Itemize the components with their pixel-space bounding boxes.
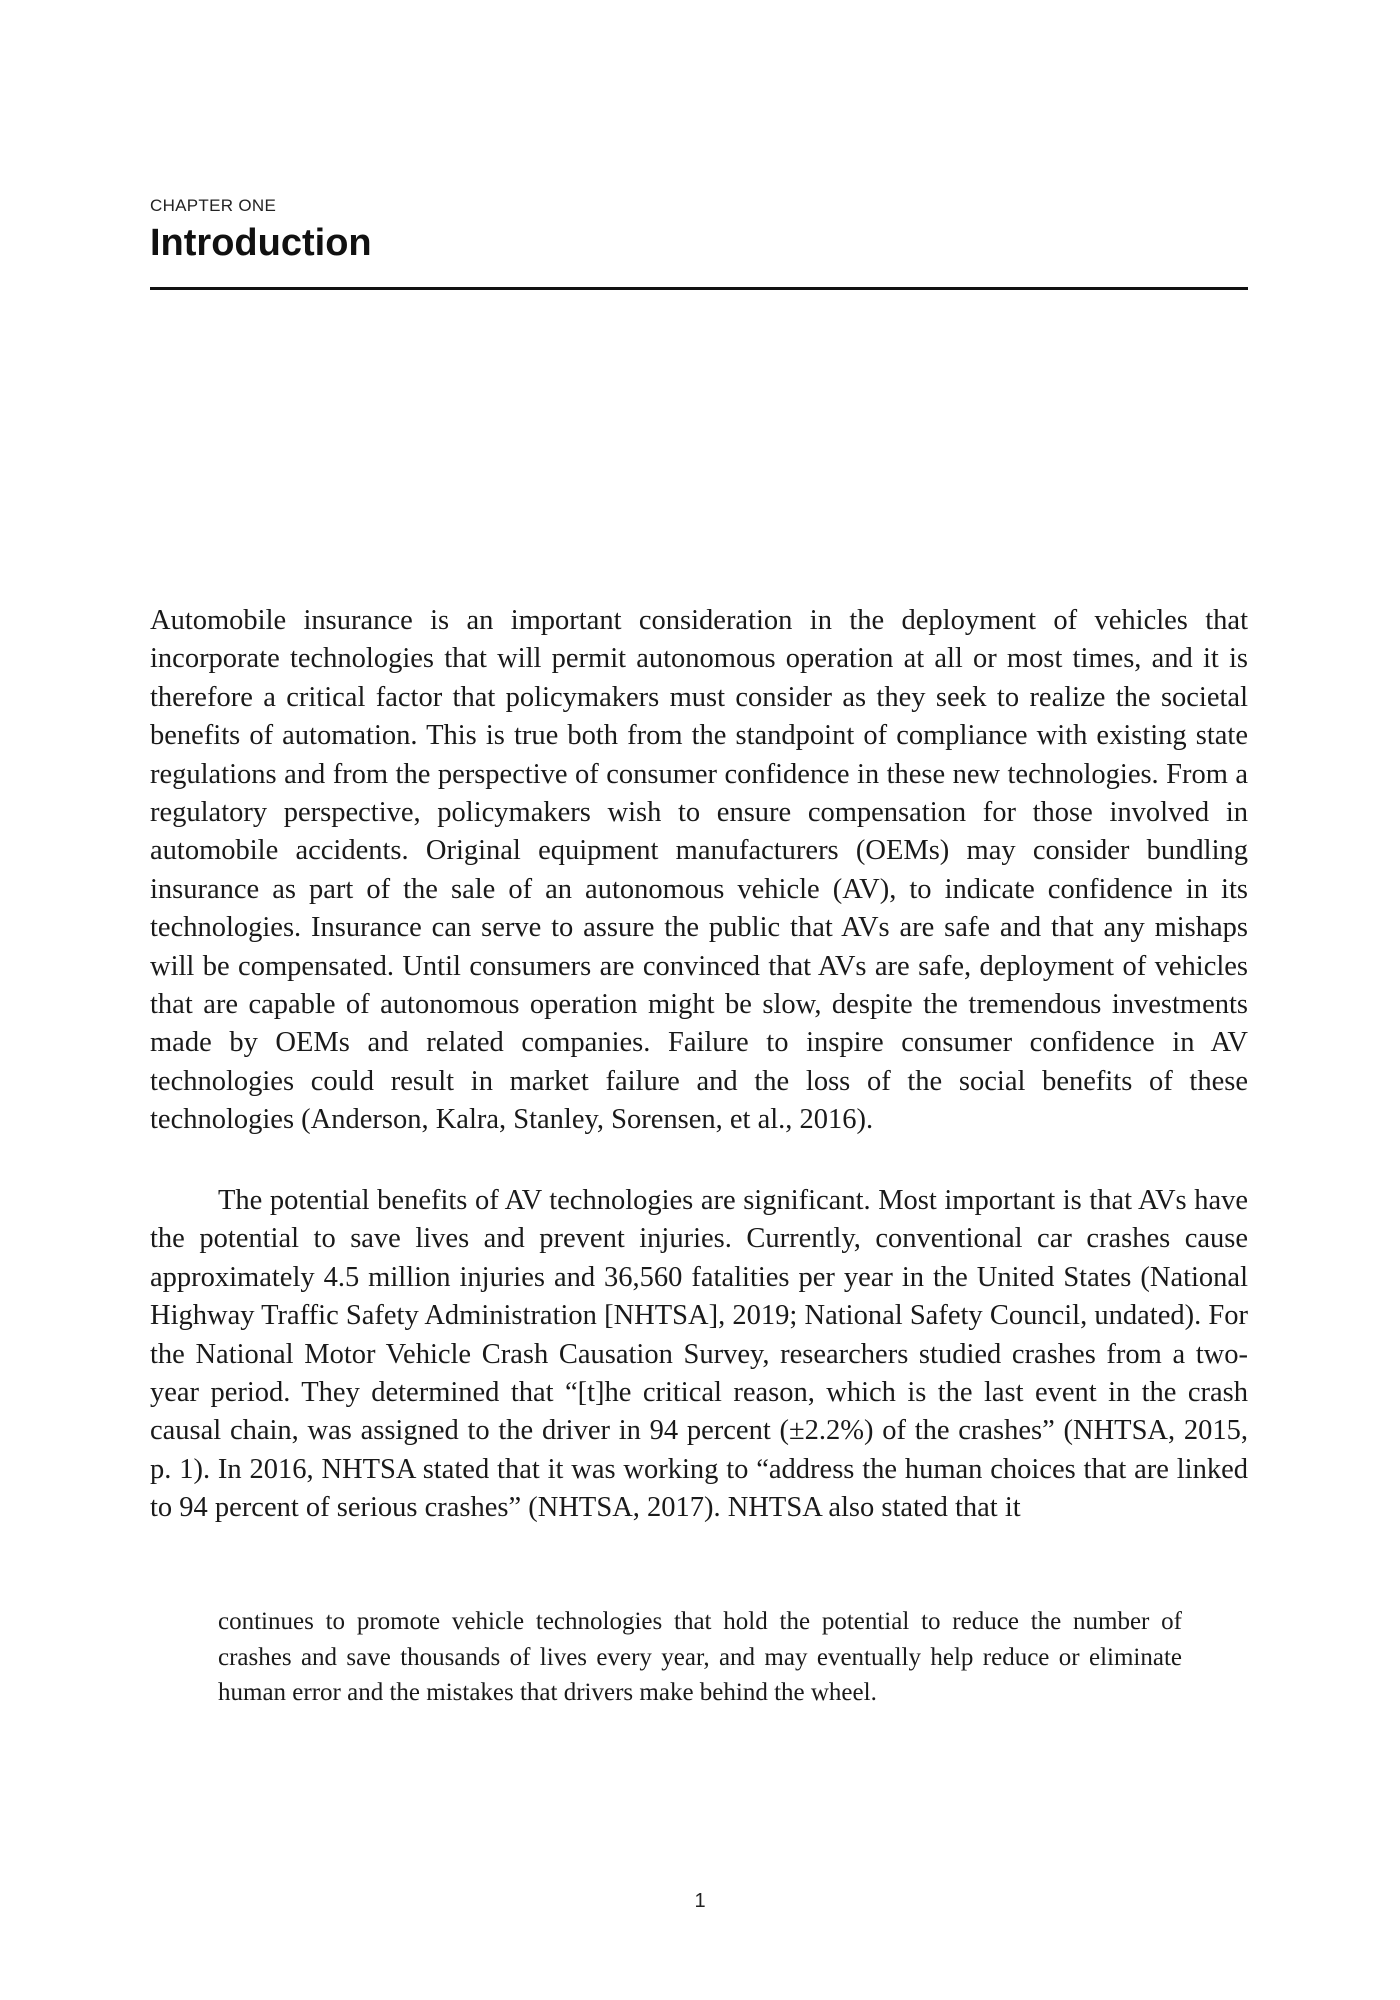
- block-quote: continues to promote vehicle technologies that hold the potential to reduce the number of crashes and save thousands of lives every year, and may eventually help reduce or eliminate human error and the mistakes that drivers make behind the wheel.: [218, 1608, 1182, 1706]
- title-rule: [150, 287, 1248, 290]
- page-number: 1: [694, 1890, 706, 1912]
- chapter-label: CHAPTER ONE: [150, 196, 277, 215]
- paragraph-2: The potential benefits of AV technologies are significant. Most important is that AVs have the potential to save lives and prevent injuries. Currently, conventional car crashes cause approximately 4.5 million injuries and 36,560 fatalities per year in the United States (National Highway Traffic Safety Administration [NHTSA], 2019; National Safety Council, undated). For the National Motor Vehicle Crash Causation Survey, researchers studied crashes from a two-year period. They determined that “[t]he critical reason, which is the last event in the crash causal chain, was assigned to the driver in 94 percent (±2.2%) of the crashes” (NHTSA, 2015, p. 1). In 2016, NHTSA stated that it was working to “address the human choices that are linked to 94 percent of serious crashes” (NHTSA, 2017). NHTSA also stated that it: [150, 1185, 1248, 1524]
- chapter-title: Introduction: [150, 222, 372, 264]
- paragraph-1: Automobile insurance is an important consideration in the deployment of vehicles that incorporate technologies that will permit autonomous operation at all or most times, and it is therefore a critical factor that policymakers must consider as they seek to realize the societal benefits of automation. This is true both from the standpoint of compliance with existing state regulations and from the perspective of consumer confidence in these new technologies. From a regulatory perspective, policymakers wish to ensure compensation for those involved in automobile accidents. Original equipment manufacturers (OEMs) may consider bundling insurance as part of the sale of an autonomous vehicle (AV), to indicate confidence in its technologies. Insurance can serve to assure the public that AVs are safe and that any mishaps will be compensated. Until consumers are convinced that AVs are safe, deployment of vehicles that are capable of autonomous operation might be slow, despite the tremendous investments made by OEMs and related companies. Failure to inspire consumer confidence in AV technologies could result in market failure and the loss of the social benefits of these technologies (Anderson, Kalra, Stanley, Sorensen, et al., 2016).: [150, 605, 1248, 1136]
